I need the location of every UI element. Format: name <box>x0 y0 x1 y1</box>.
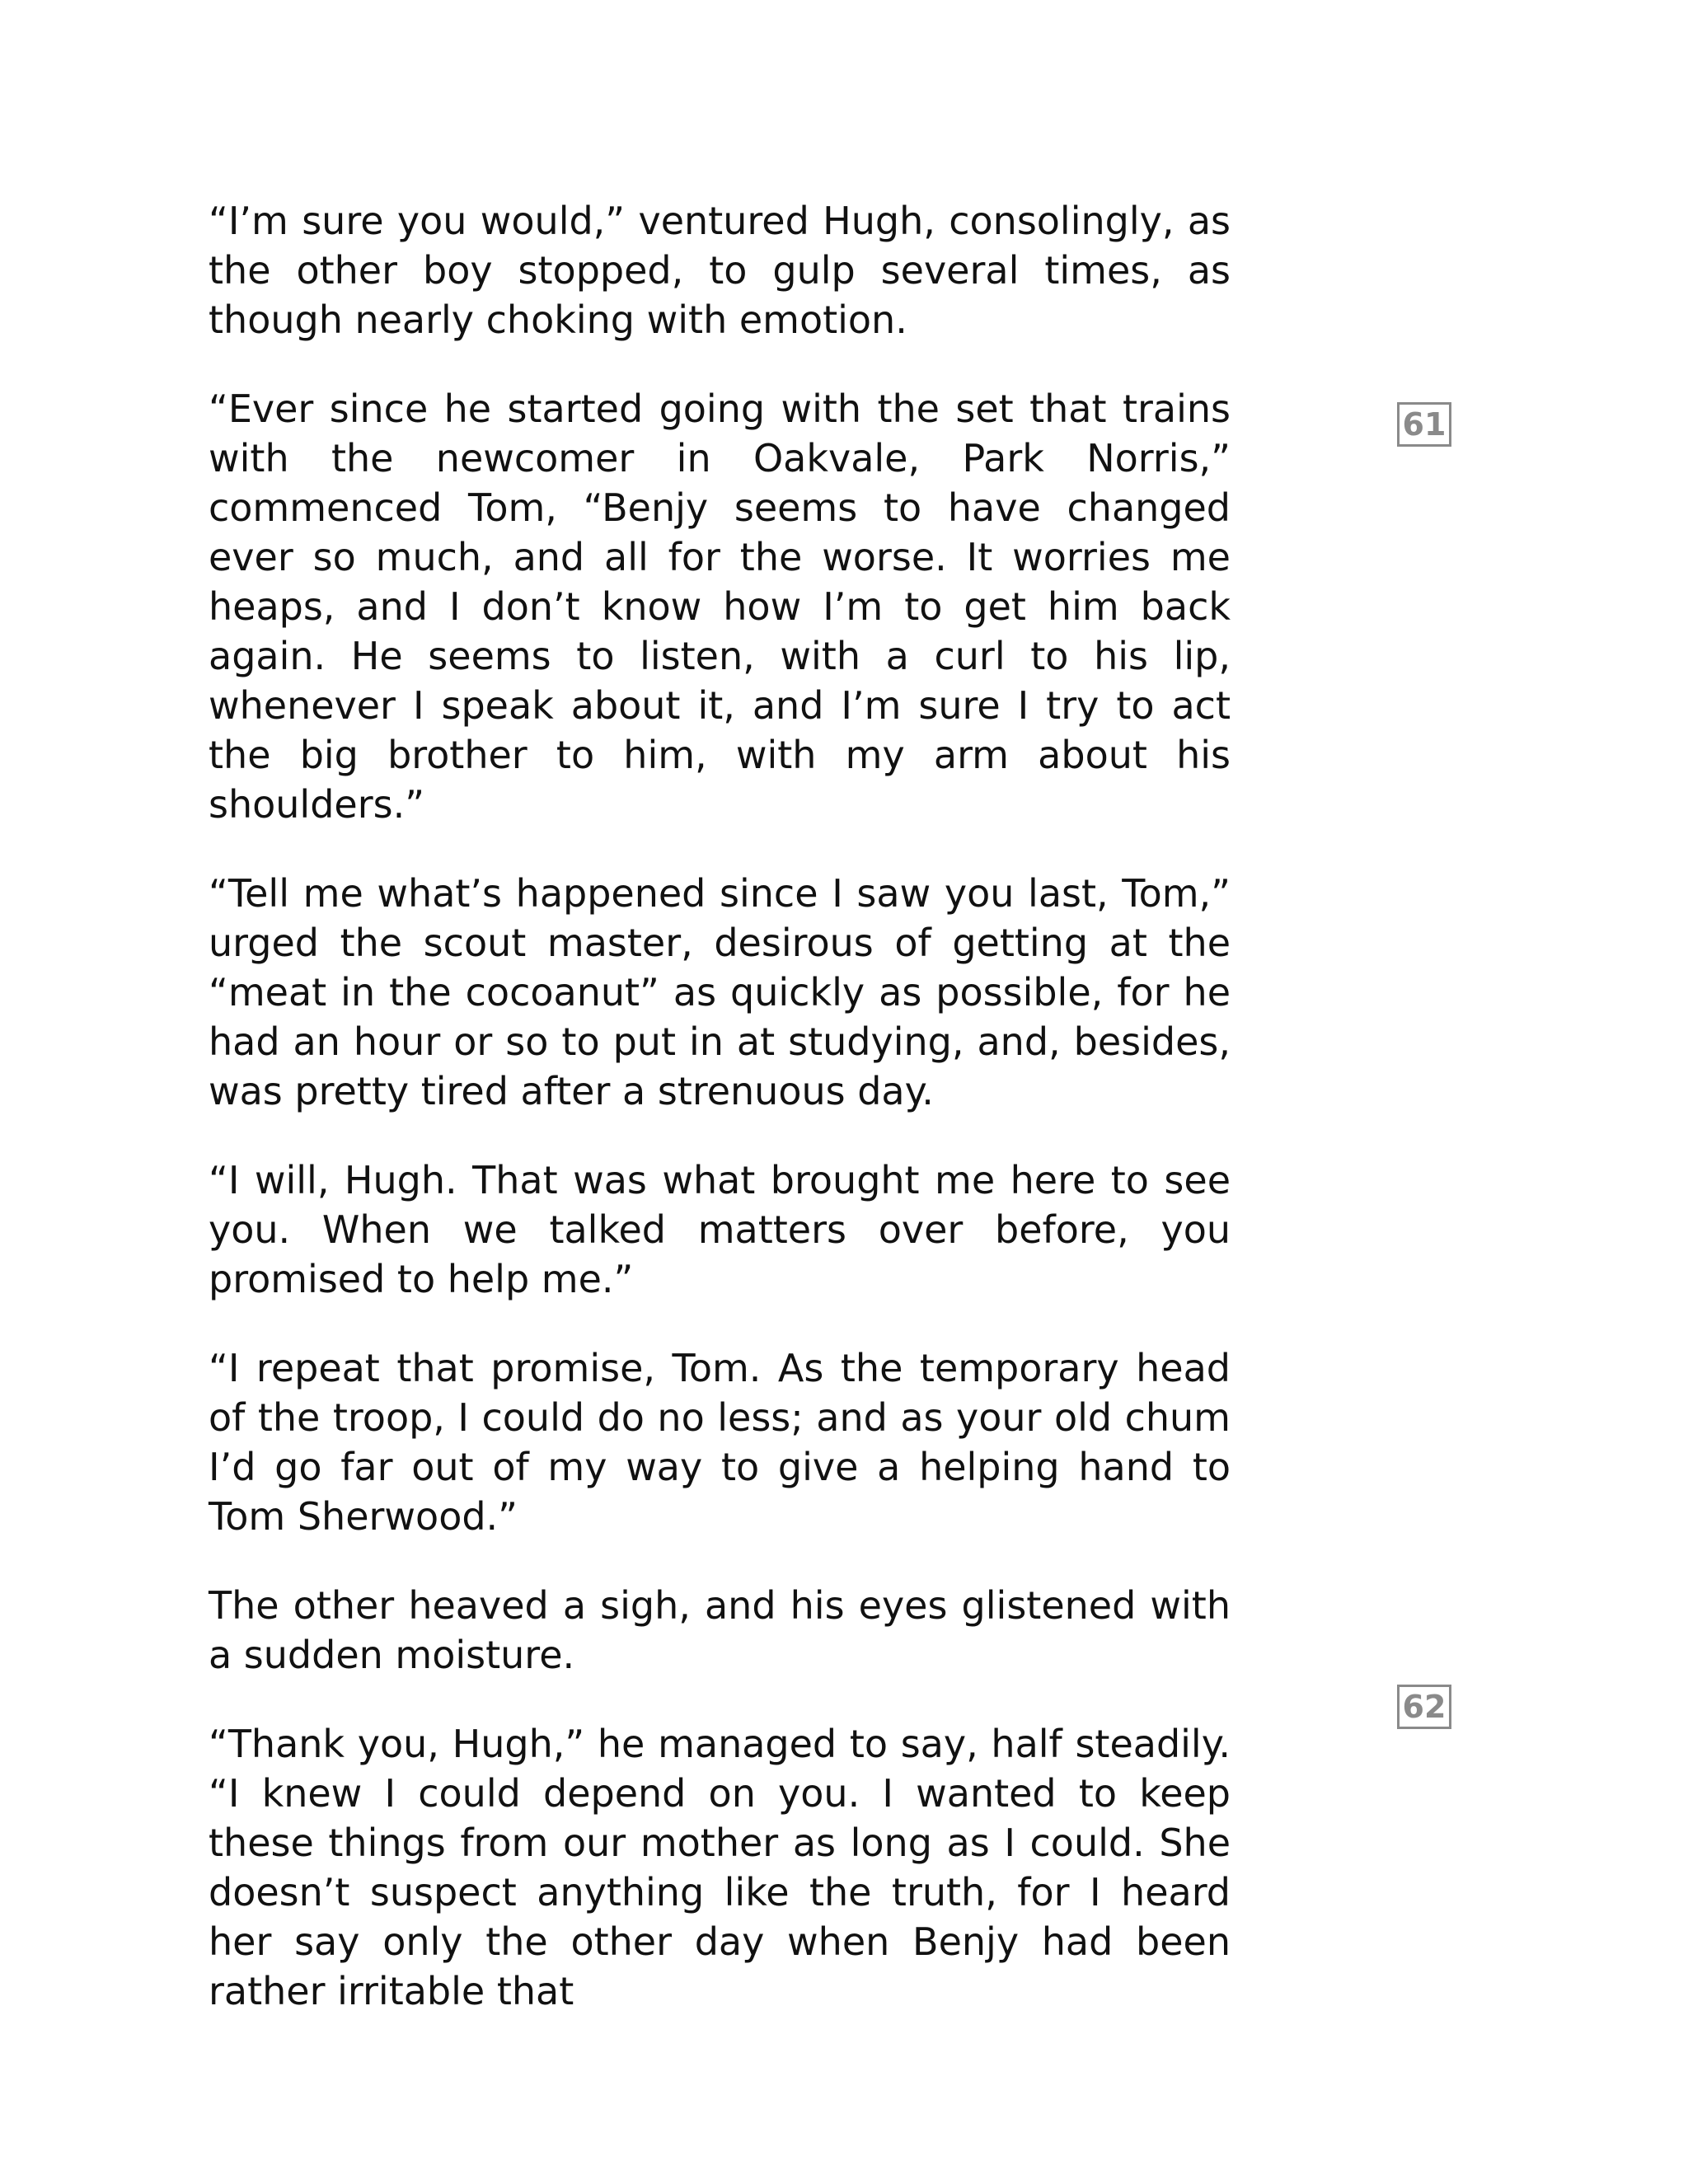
page-number-marker-62: 62 <box>1397 1685 1451 1729</box>
paragraph-7: “Thank you, Hugh,” he managed to say, half steadily. “I knew I could depend on you. I wanted to keep these things from our mother as long as I could. She doesn’t suspect anything like the truth, for I heard her say only the other day when Benjy had been rather irritable that <box>209 1722 1231 2013</box>
page-number-marker-61: 61 <box>1397 402 1451 447</box>
paragraph-1: “I’m sure you would,” ventured Hugh, consolingly, as the other boy stopped, to gulp several times, as though nearly choking with emotion. <box>209 199 1231 342</box>
paragraph-4: “I will, Hugh. That was what brought me here to see you. When we talked matters over before, you promised to help me.” <box>209 1158 1231 1301</box>
paragraph-6: The other heaved a sigh, and his eyes glistened with a sudden moisture. <box>209 1583 1231 1677</box>
paragraph-5: “I repeat that promise, Tom. As the temporary head of the troop, I could do no less; and as your old chum I’d go far out of my way to give a helping hand to Tom Sherwood.” <box>209 1346 1231 1539</box>
paragraph-2: “Ever since he started going with the set that trains with the newcomer in Oakvale, Park Norris,” commenced Tom, “Benjy seems to have changed ever so much, and all for the worse. It worries me heaps, and I don’t know how I’m to get him back again. He seems to listen, with a curl to his lip, whenever I speak about it, and I’m sure I try to act the big brother to him, with my arm about his shoulders.” <box>209 387 1231 827</box>
body-text <box>209 196 1231 2055</box>
paragraph-3: “Tell me what’s happened since I saw you last, Tom,” urged the scout master, desirous of getting at the “meat in the cocoanut” as quickly as possible, for he had an hour or so to put in at studying, and, besides, was pretty tired after a strenuous day. <box>209 871 1231 1113</box>
